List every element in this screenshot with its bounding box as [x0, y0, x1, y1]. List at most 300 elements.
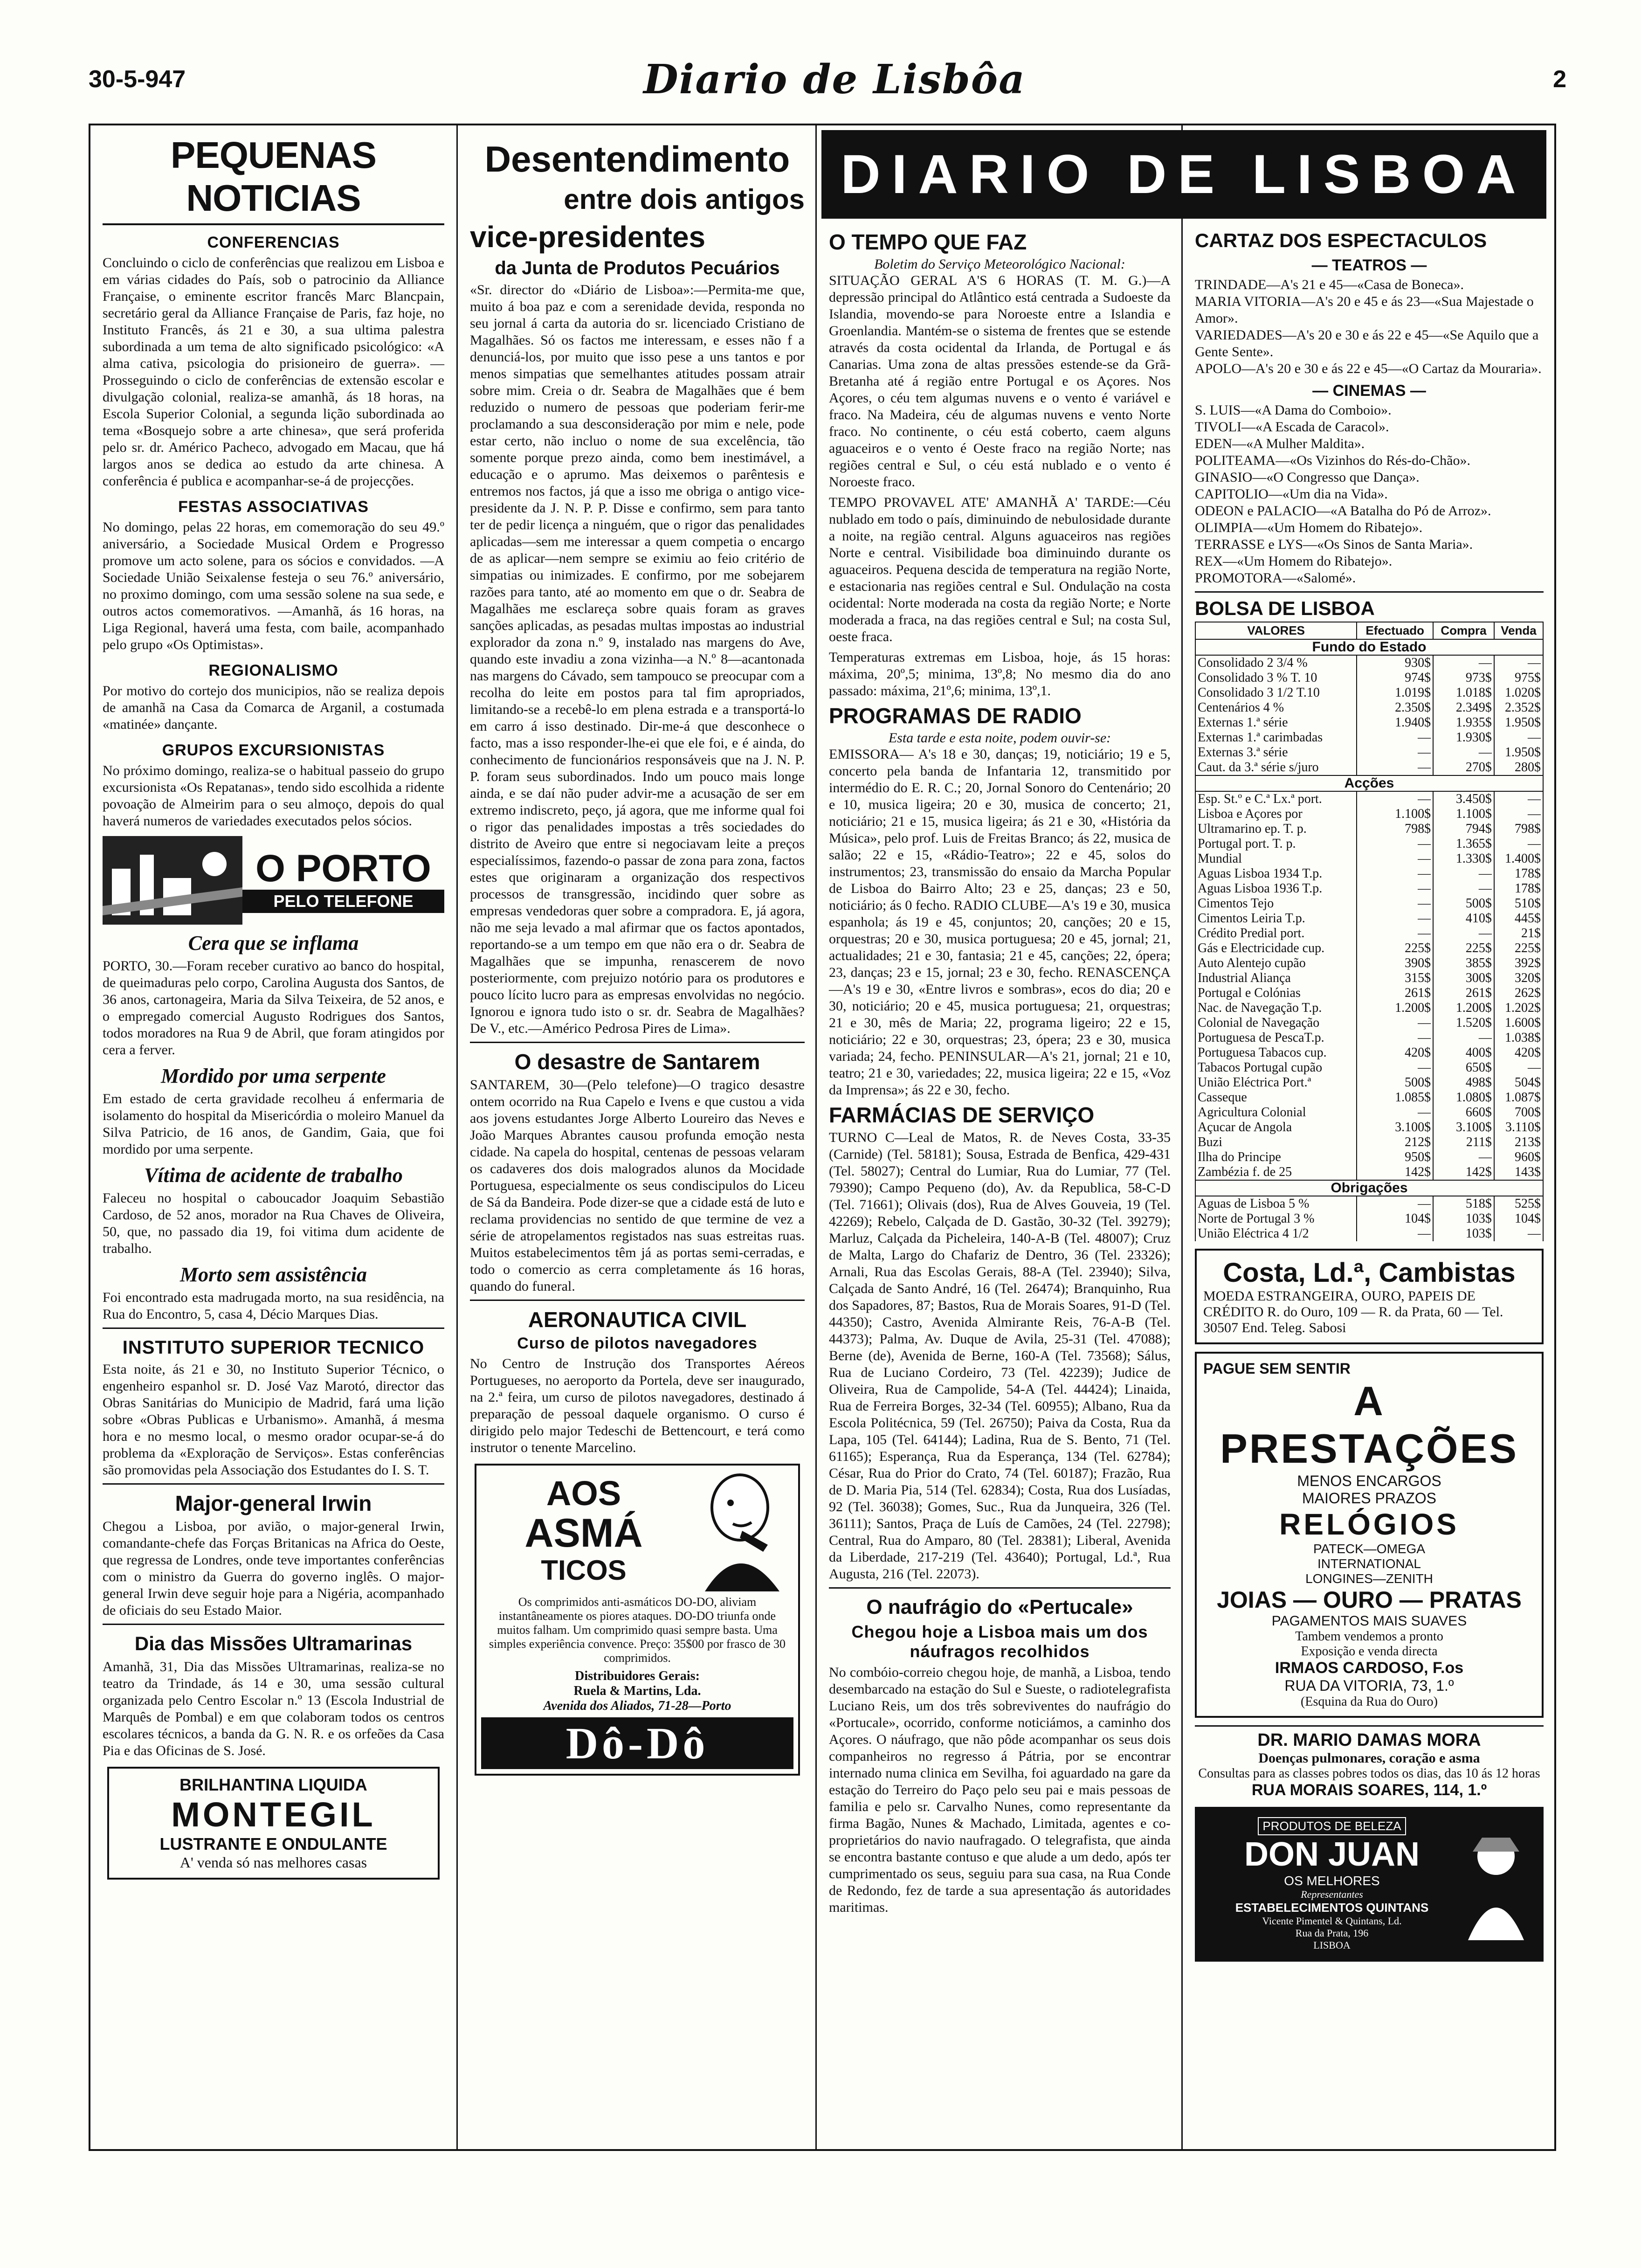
aeronautica-subtitle: Curso de pilotos navegadores	[517, 1335, 758, 1352]
festas-title: FESTAS ASSOCIATIVAS	[178, 498, 369, 516]
bolsa-cell-venda: 178$	[1494, 881, 1543, 896]
cinema-listing: POLITEAMA—«Os Vizinhos do Rés-do-Chão».	[1195, 453, 1470, 468]
bolsa-cell-efectuado: —	[1357, 911, 1433, 926]
bolsa-cell-valor: Tabacos Portugal cupão	[1195, 1060, 1357, 1075]
bolsa-row	[1195, 671, 1543, 685]
bolsa-row	[1195, 1016, 1543, 1030]
bolsa-cell-venda: 143$	[1494, 1165, 1543, 1180]
bolsa-row	[1195, 837, 1543, 851]
cinema-listing: TERRASSE e LYS—«Os Sinos de Santa Maria».	[1195, 537, 1473, 552]
dodo-asma: ASMÁ	[524, 1511, 643, 1556]
don-juan-figure-icon	[1459, 1828, 1533, 1940]
desentendimento-headline-1: Desentendimento	[484, 138, 790, 180]
bolsa-cell-valor: Portuguesa Tabacos cup.	[1195, 1045, 1357, 1060]
donjuan-vicente: Vicente Pimentel & Quintans, Ld.	[1262, 1915, 1402, 1927]
cinema-listing: ODEON e PALACIO—«A Batalha do Pó de Arroz».	[1195, 503, 1491, 519]
column-pequenas-noticias	[90, 125, 456, 2149]
dodo-ad	[475, 1464, 800, 1776]
divider	[829, 1587, 1171, 1589]
tempo-subtitle: Boletim do Serviço Meteorológico Nacional:	[874, 256, 1125, 272]
bolsa-cell-efectuado: —	[1357, 881, 1433, 896]
bolsa-row	[1195, 911, 1543, 926]
bolsa-cell-efectuado: 225$	[1357, 941, 1433, 956]
naufragio-subtitle: Chegou hoje a Lisboa mais um dos náufragos recolhidos	[851, 1622, 1148, 1661]
prest-brands-3: LONGINES—ZENITH	[1305, 1571, 1433, 1586]
bolsa-group-label: Fundo do Estado	[1195, 639, 1543, 655]
bolsa-cell-valor: Aguas Lisboa 1936 T.p.	[1195, 881, 1357, 896]
bolsa-row	[1195, 1165, 1543, 1180]
bolsa-cell-venda: —	[1494, 655, 1543, 671]
bolsa-row	[1195, 700, 1543, 715]
bolsa-cell-venda: —	[1494, 1060, 1543, 1075]
bolsa-cell-valor: Portugal port. T. p.	[1195, 837, 1357, 851]
bolsa-row	[1195, 941, 1543, 956]
bolsa-body	[1195, 639, 1543, 1241]
bolsa-row	[1195, 1075, 1543, 1090]
bolsa-cell-efectuado: 1.019$	[1357, 685, 1433, 700]
bolsa-cell-valor: Consolidado 3 1/2 T.10	[1195, 685, 1357, 700]
aeronautica-text: No Centro de Instrução dos Transportes Aéreos Portugueses, no aeroporto da Portela, deve ser inaugurado, na 2.ª feira, um curso de pilotos navegadores, destinado á preparação de pessoal daquele organismo. O curso é dirigido pelo major Tedeschi de Bettencourt, e terá como instrutor o tenente Marcelino.	[470, 1356, 805, 1455]
bolsa-cell-efectuado: 261$	[1357, 986, 1433, 1001]
divider	[103, 1328, 444, 1329]
bolsa-cell-compra: —	[1433, 655, 1494, 671]
irwin-text: Chegou a Lisboa, por avião, o major-general Irwin, comandante-chefe das Forças Britanicas na Africa do Oeste, que regressa de Londres, onde teve importantes conferências com o ministro da Guerra do governo inglês. O major-general Irwin deve seguir hoje para a Nigéria, acompanhado de oficiais do seu Estado Maior.	[103, 1519, 444, 1618]
bolsa-cell-venda: 3.110$	[1494, 1120, 1543, 1135]
instituto-title: INSTITUTO SUPERIOR TECNICO	[122, 1337, 425, 1358]
bolsa-cell-efectuado: —	[1357, 866, 1433, 881]
bolsa-cell-compra: —	[1433, 881, 1494, 896]
bolsa-cell-efectuado: —	[1357, 1226, 1433, 1241]
bolsa-cell-valor: Buzi	[1195, 1135, 1357, 1150]
farmacias-text: TURNO C—Leal de Matos, R. de Neves Costa, 33-35 (Carnide) (Tel. 58181); Sousa, Estrada de Benfica, 429-431 (Tel. 58027); Central do Lumiar, Rua do Lumiar, 77 (Tel. 79390); Campo Pequeno (do), Av. da Republica, 58-C-D (Tel. 71661); Olivais (dos), Rua de Alves Gouveia, 19 (Tel. 42269); Rebelo, Calçada de D. Gastão, 30-32 (Tel. 39279); Marluz, Calçada da Picheleira, 140-A-B (Tel. 48007); Cruz de Malta, Largo do Chafariz de Dentro, 36 (Tel. 23326); Arnali, Rua das Escolas Gerais, 88-A (Tel. 23940); Silva, Calçada de Santo André, 16 (Tel. 26474); Branquinho, Rua dos Sapadores, 87; Bastos, Rua de Morais Soares, 91-D (Tel. 44350); Castro, Avenida Almirante Reis, 76-A-B (Tel. 44373); Palma, Av. Duque de Avila, 25-31 (Tel. 47088); Berne (de), Avenida de Berne, 160-A (Tel. 73568); Sálus, Rua de Luciano Cordeiro, 73 (Tel. 42239); Judice de Oliveira, Rua de Campolide, 54-A (Tel. 44424); Linaida, Rua de Ferreira Borges, 32-34 (Tel. 60955); Albano, Rua da Escola Politécnica, 59 (Tel. 26750); Paiva da Costa, Rua da Lapa, 105 (Tel. 64144); Ladina, Rua de S. Bento, 71 (Tel. 61165); Esperança, Rua da Esperança, 134 (Tel. 62784); César, Rua do Prior do Crato, 74 (Tel. 60187); Frazão, Rua de D. Maria Pia, 514 (Tel. 62834); Costa, Rua dos Lusíadas, 92 (Tel. 36038); Gomes, Suc., Rua da Junqueira, 326 (Tel. 36111); Santos, Praça de Luís de Camões, 24 (Tel. 22798); Central, Rua do Amparo, 80 (Tel. 28381); Liberal, Avenida da Liberdade, 217-219 (Tel. 43640); Portugal, Ld.ª, Rua Augusta, 216 (Tel. 22073).	[829, 1130, 1171, 1582]
bolsa-cell-valor: Externas 1.ª série	[1195, 715, 1357, 730]
bolsa-row	[1195, 1105, 1543, 1120]
bolsa-cell-valor: Agricultura Colonial	[1195, 1105, 1357, 1120]
bolsa-cell-efectuado: —	[1357, 837, 1433, 851]
bolsa-cell-compra: 660$	[1433, 1105, 1494, 1120]
teatro-listing: VARIEDADES—A's 20 e 30 e ás 22 e 45—«Se Aquilo que a Gente Sente».	[1195, 327, 1539, 360]
bolsa-row	[1195, 956, 1543, 971]
prestacoes-ad	[1195, 1352, 1544, 1718]
bolsa-cell-compra: 1.520$	[1433, 1016, 1494, 1030]
missoes-text: Amanhã, 31, Dia das Missões Ultramarinas, realiza-se no teatro da Trindade, ás 14 e 30, uma sessão cultural organizada pelo Centro Escolar n.º 13 (Escola Industrial de Marquês de Pombal) e em que colaboram todos os centros escolares técnicos, a banda da G. N. R. e os orfeões da Casa Pia e das Oficinas de S. José.	[103, 1659, 444, 1758]
desentendimento-headline-4: da Junta de Produtos Pecuários	[495, 258, 780, 278]
bolsa-cell-venda: 104$	[1494, 1211, 1543, 1226]
bolsa-cell-valor: Aguas Lisboa 1934 T.p.	[1195, 866, 1357, 881]
donjuan-top: PRODUTOS DE BELEZA	[1258, 1817, 1406, 1835]
prest-esquina: (Esquina da Rua do Ouro)	[1301, 1694, 1438, 1709]
bolsa-cell-efectuado: 142$	[1357, 1165, 1433, 1180]
bolsa-cell-efectuado: —	[1357, 926, 1433, 941]
bolsa-cell-efectuado: 3.100$	[1357, 1120, 1433, 1135]
bolsa-cell-valor: Norte de Portugal 3 %	[1195, 1211, 1357, 1226]
column-cartaz-bolsa	[1181, 125, 1556, 2149]
bolsa-cell-venda: 504$	[1494, 1075, 1543, 1090]
bolsa-cell-compra: 1.935$	[1433, 715, 1494, 730]
prest-relogios: RELÓGIOS	[1279, 1507, 1459, 1541]
radio-title: PROGRAMAS DE RADIO	[829, 704, 1082, 728]
bolsa-cell-efectuado: 420$	[1357, 1045, 1433, 1060]
bolsa-cell-compra: 2.349$	[1433, 700, 1494, 715]
bolsa-cell-venda: 700$	[1494, 1105, 1543, 1120]
bolsa-cell-efectuado: —	[1357, 1105, 1433, 1120]
bolsa-row	[1195, 986, 1543, 1001]
bolsa-row	[1195, 807, 1543, 822]
prest-pagamentos: PAGAMENTOS MAIS SUAVES	[1271, 1613, 1467, 1629]
bolsa-row	[1195, 971, 1543, 986]
bolsa-row	[1195, 881, 1543, 896]
porto-telefone-logo	[103, 836, 444, 925]
bolsa-row	[1195, 685, 1543, 700]
bolsa-cell-venda: 510$	[1494, 896, 1543, 911]
bolsa-row	[1195, 1150, 1543, 1165]
bolsa-cell-valor: Gás e Electricidade cup.	[1195, 941, 1357, 956]
bolsa-cell-efectuado: 1.200$	[1357, 1001, 1433, 1016]
bolsa-cell-valor: Açucar de Angola	[1195, 1120, 1357, 1135]
prest-rua: RUA DA VITORIA, 73, 1.º	[1284, 1677, 1454, 1694]
cinema-listing: EDEN—«A Mulher Maldita».	[1195, 436, 1365, 451]
bolsa-row	[1195, 822, 1543, 837]
bolsa-cell-efectuado: 950$	[1357, 1150, 1433, 1165]
bolsa-row	[1195, 1030, 1543, 1045]
dodo-text: Os comprimidos anti-asmáticos DO-DO, aliviam instantâneamente os piores ataques. DO-DO triunfa onde muitos falham. Um comprimido quasi sempre basta. Uma simples experiência convence. Preço: 35$00 por frasco de 30 comprimidos.	[489, 1595, 786, 1665]
divider	[470, 1300, 805, 1301]
grupos-text: No próximo domingo, realiza-se o habitual passeio do grupo excursionista «Os Repatanas», tendo sido escolhida a ridente povoação de Almeirim para o seu almoço, depois do qual haverá numeros de variedades executados pelos sócios.	[103, 763, 444, 829]
bolsa-row	[1195, 1060, 1543, 1075]
bolsa-cell-compra: 103$	[1433, 1211, 1494, 1226]
regionalismo-title: REGIONALISMO	[208, 662, 338, 679]
bolsa-cell-compra: 270$	[1433, 760, 1494, 775]
bolsa-header-row	[1195, 622, 1543, 639]
tempo-title: O TEMPO QUE FAZ	[829, 230, 1027, 254]
vitima-text: Faleceu no hospital o caboucador Joaquim Sebastião Cardoso, de 52 anos, morador na Rua Chaves de Oliveira, 50, que, no passado dia 19, foi vitima dum acidente de trabalho.	[103, 1190, 444, 1256]
prest-encargos: MENOS ENCARGOS	[1297, 1473, 1441, 1489]
prest-top: PAGUE SEM SENTIR	[1203, 1360, 1351, 1377]
bolsa-cell-venda: 225$	[1494, 941, 1543, 956]
bolsa-cell-valor: Caut. da 3.ª série s/juro	[1195, 760, 1357, 775]
porto-city-icon	[103, 836, 242, 925]
montegil-line1: BRILHANTINA LIQUIDA	[179, 1775, 367, 1794]
bolsa-cell-compra: —	[1433, 1150, 1494, 1165]
pequenas-noticias-masthead: PEQUENAS NOTICIAS	[103, 134, 444, 225]
bolsa-cell-venda: 1.600$	[1494, 1016, 1543, 1030]
cinema-listing: PROMOTORA—«Salomé».	[1195, 570, 1356, 586]
bolsa-cell-compra: 300$	[1433, 971, 1494, 986]
bolsa-cell-venda: —	[1494, 837, 1543, 851]
bolsa-cell-venda: 960$	[1494, 1150, 1543, 1165]
bolsa-cell-valor: Industrial Aliança	[1195, 971, 1357, 986]
donjuan-sub: OS MELHORES	[1284, 1874, 1380, 1888]
bolsa-cell-venda: 262$	[1494, 986, 1543, 1001]
bolsa-cell-valor: Centenários 4 %	[1195, 700, 1357, 715]
bolsa-cell-compra: 973$	[1433, 671, 1494, 685]
bolsa-cell-efectuado: —	[1357, 851, 1433, 866]
bolsa-cell-venda: 1.087$	[1494, 1090, 1543, 1105]
costa-text: MOEDA ESTRANGEIRA, OURO, PAPEIS DE CRÉDITO R. do Ouro, 109 — R. da Prata, 60 — Tel. 30507 End. Teleg. Sabosi	[1203, 1288, 1503, 1335]
bolsa-cell-venda: 178$	[1494, 866, 1543, 881]
dodo-dist-addr: Avenida dos Aliados, 71-28—Porto	[543, 1699, 731, 1713]
bolsa-cell-valor: Zambézia f. de 25	[1195, 1165, 1357, 1180]
cera-text: PORTO, 30.—Foram receber curativo ao banco do hospital, de queimaduras pelo corpo, Carolina Augusta dos Santos, de 36 anos, cartonageira, Maria da Silva Teixeira, de 52 anos, e o empregado comercial Augusto Rodrigues dos Santos, todos moradores na Rua 9 de Abril, que foram atingidos por cera a ferver.	[103, 958, 444, 1058]
bolsa-cell-valor: Aguas de Lisboa 5 %	[1195, 1196, 1357, 1211]
bolsa-cell-efectuado: 1.940$	[1357, 715, 1433, 730]
radio-subtitle: Esta tarde e esta noite, podem ouvir-se:	[888, 730, 1111, 746]
bolsa-cell-venda: —	[1494, 807, 1543, 822]
porto-logo-main: O PORTO	[255, 847, 431, 890]
column-desentendimento	[456, 125, 817, 2149]
santarem-text: SANTAREM, 30—(Pelo telefone)—O tragico desastre ontem ocorrido na Rua Capelo e Ivens e que custou a vida aos jovens estudantes Jorge Alberto Loureiro das Neves e João Marques Abrantes causou profunda emoção nesta cidade. Na capela do hospital, centenas de pessoas velaram os cadaveres dos dois malogrados alunos da Mocidade Portuguesa, especialmente os seus condiscipulos do Liceu de Sá da Bandeira. Pode dizer-se que a cidade está de luto e reclama providencias no sentido de que termine de vez a série de atropelamentos registados nas suas estreitas ruas. Muitos estabelecimentos têm já as portas semi-cerradas, e todo o comercio as cerra completamente ás 16 horas, quando do funeral.	[470, 1077, 805, 1294]
bolsa-cell-valor: Crédito Predial port.	[1195, 926, 1357, 941]
prest-items: JOIAS — OURO — PRATAS	[1217, 1587, 1522, 1613]
bolsa-cell-valor: Externas 1.ª carimbadas	[1195, 730, 1357, 745]
bolsa-cell-compra: 261$	[1433, 986, 1494, 1001]
donjuan-brand: DON JUAN	[1244, 1836, 1420, 1873]
bolsa-cell-valor: Nac. de Navegação T.p.	[1195, 1001, 1357, 1016]
bolsa-cell-efectuado: —	[1357, 745, 1433, 760]
bolsa-group-label: Acções	[1195, 775, 1543, 791]
vitima-title: Vítima de acidente de trabalho	[144, 1164, 403, 1187]
porto-logo-sub: PELO TELEFONE	[242, 890, 444, 913]
naufragio-text: No combóio-correio chegou hoje, de manhã, a Lisboa, tendo desembarcado na estação do Sul e Sueste, o radiotelegrafista Luciano Reis, um dos três sobreviventes do naufrágio do «Portucale», ocorrido, conforme noticiámos, a caminho dos Açores. O náufrago, que não pôde acompanhar os seus dois companheiros no regresso á Pátria, por se encontrar internado numa clinica em Sevilha, foi aguardado na gare da estação do Terreiro do Paço pelo seu pai e mais pessoas de familia e pelo sr. Carvalho Nunes, como representante da firma Bagão, Nunes & Machado, Limitada, agentes e co-proprietários do navio naufragado. O telegrafista, que ainda se encontra bastante contuso e que alude a um dedo, após ter cumprimentado os seus, seguiu para sua casa, na Rua Conde de Redondo, fez de tarde a sua apresentação ás autoridades maritimas.	[829, 1665, 1171, 1915]
page-header	[89, 56, 1566, 112]
bolsa-cell-compra: 1.330$	[1433, 851, 1494, 866]
mora-ad	[1195, 1725, 1544, 1799]
bolsa-cell-compra: 1.200$	[1433, 1001, 1494, 1016]
cinema-listing: TIVOLI—«A Escada de Caracol».	[1195, 419, 1389, 435]
bolsa-cell-compra: 3.100$	[1433, 1120, 1494, 1135]
bolsa-row	[1195, 1135, 1543, 1150]
asthmatic-man-icon	[686, 1470, 793, 1591]
bolsa-cell-compra: 103$	[1433, 1226, 1494, 1241]
irwin-title: Major-general Irwin	[175, 1491, 372, 1515]
conferencias-text: Concluindo o ciclo de conferências que realizou em Lisboa e em várias cidades do País, sob o patrocinio da Alliance Française, o eminente escritor francês Marc Blancpain, secretário geral da Alliance Française de Paris, faz hoje, no Instituto Francês, ás 21 e 30, a sua ultima palestra subordinada a um tema de alto significado psicológico: «A alma cativa, psicologia do prisioneiro de guerra». —Prosseguindo o ciclo de conferências de extensão escolar e divulgação colonial, realiza-se amanhã, ás 18 horas, na Escola Superior Colonial, a segunda lição subordinada ao tema «Bosquejo sobre a arte chinesa», que será proferida pelo sr. dr. Américo Pacheco, advogado em Macau, que há largos anos se dedica ao estudo da arte chinesa. A conferência é publica e acompanhar-se-á de projecções.	[103, 255, 444, 489]
bolsa-cell-compra: 1.080$	[1433, 1090, 1494, 1105]
bolsa-row	[1195, 1001, 1543, 1016]
dodo-dist-name: Ruela & Martins, Lda.	[573, 1684, 701, 1698]
cartaz-title: CARTAZ DOS ESPECTACULOS	[1195, 229, 1487, 251]
bolsa-row	[1195, 791, 1543, 807]
tempo-text: SITUAÇÃO GERAL A'S 6 HORAS (T. M. G.)—A depressão principal do Atlântico está centrada a Sudoeste da Islandia, movendo-se para Noroeste entre a Islandia e Groenlandia. Mantém-se o sistema de frentes que se estende através da costa ocidental da Irlanda, de Portugal e ás Canarias. Uma zona de altas pressões estende-se da Grã-Bretanha até á região entre Portugal e os Açores. Nos Açores, o céu tem algumas nuvens e o vento é variável e fraco. Na Madeira, céu de algumas nuvens e vento Norte fraco. No continente, o céu está coberto, caem alguns aguaceiros e o vento é Oeste fraco na região Norte; nas regiões central e Sul, o céu está nublado e o vento é Noroeste fraco.	[829, 273, 1171, 490]
missoes-title: Dia das Missões Ultramarinas	[134, 1632, 413, 1654]
montegil-line2: LUSTRANTE E ONDULANTE	[159, 1834, 387, 1853]
bolsa-cell-venda: 392$	[1494, 956, 1543, 971]
bolsa-cell-valor: Cimentos Leiria T.p.	[1195, 911, 1357, 926]
bolsa-cell-valor: Mundial	[1195, 851, 1357, 866]
bolsa-cell-venda: 420$	[1494, 1045, 1543, 1060]
bolsa-cell-valor: Portuguesa de PescaT.p.	[1195, 1030, 1357, 1045]
bolsa-cell-efectuado: —	[1357, 760, 1433, 775]
bolsa-row	[1195, 1196, 1543, 1211]
festas-text: No domingo, pelas 22 horas, em comemoração do seu 49.º aniversário, a Sociedade Musical Ordem e Progresso promove um acto solene, para os sócios e convidados. —A Sociedade União Seixalense festeja o seu 76.º aniversário, no proximo domingo, com uma sessão solene na sua sede, e outros actos comemorativos. —Amanhã, ás 16 horas, na Liga Regional, haverá uma festa, com baile, acompanhado pelo grupo «Os Optimistas».	[103, 519, 444, 652]
bolsa-cell-efectuado: —	[1357, 791, 1433, 807]
tempo-provavel: TEMPO PROVAVEL ATE' AMANHÃ A' TARDE:—Céu nublado em todo o país, diminuindo de nebulosidade durante a noite, na região central. Alguns aguaceiros nas regiões Norte e central. Visibilidade boa diminuindo durante os aguaceiros. Pequena descida de temperatura na região Norte, e estacionaria nas regiões central e Sul. Ondulação na costa ocidental: Norte moderada na costa da região Norte; e Norte moderada a fraca, na das regiões central e Sul; na costa Sul, oeste fraca.	[829, 495, 1171, 644]
bolsa-cell-compra: 1.365$	[1433, 837, 1494, 851]
regionalismo-text: Por motivo do cortejo dos municipios, não se realiza depois de amanhã na Casa da Comarca de Arganil, a costumada «matinée» dançante.	[103, 683, 444, 732]
costa-title: Costa, Ld.ª, Cambistas	[1223, 1258, 1516, 1288]
bolsa-row	[1195, 896, 1543, 911]
bolsa-row	[1195, 655, 1543, 671]
bolsa-cell-venda: 525$	[1494, 1196, 1543, 1211]
dodo-ticos: TICOS	[541, 1555, 627, 1586]
bolsa-table	[1195, 622, 1544, 1241]
prest-exposicao: Exposição e venda directa	[1301, 1644, 1438, 1659]
prest-big: A PRESTAÇÕES	[1220, 1378, 1518, 1472]
prest-brands-2: INTERNATIONAL	[1317, 1556, 1421, 1571]
cinema-listing: CAPITOLIO—«Um dia na Vida».	[1195, 486, 1388, 502]
bolsa-col-valores: VALORES	[1195, 622, 1357, 639]
bolsa-row	[1195, 926, 1543, 941]
bolsa-group-row	[1195, 639, 1543, 655]
bolsa-row	[1195, 1211, 1543, 1226]
bolsa-cell-compra: 794$	[1433, 822, 1494, 837]
bolsa-title: BOLSA DE LISBOA	[1195, 597, 1375, 619]
mora-specialty: Doenças pulmonares, coração e asma	[1258, 1750, 1480, 1766]
bolsa-cell-compra: 225$	[1433, 941, 1494, 956]
donjuan-estab: ESTABELECIMENTOS QUINTANS	[1235, 1901, 1429, 1915]
bolsa-row	[1195, 715, 1543, 730]
bolsa-cell-venda: 320$	[1494, 971, 1543, 986]
bolsa-cell-compra: —	[1433, 1030, 1494, 1045]
prest-prazos: MAIORES PRAZOS	[1302, 1490, 1437, 1507]
bolsa-cell-efectuado: —	[1357, 1196, 1433, 1211]
bolsa-cell-compra: 142$	[1433, 1165, 1494, 1180]
bolsa-cell-valor: União Eléctrica 4 1/2	[1195, 1226, 1357, 1241]
santarem-title: O desastre de Santarem	[514, 1050, 760, 1074]
teatros-list	[1195, 277, 1544, 377]
bolsa-cell-venda: 213$	[1494, 1135, 1543, 1150]
divider	[1195, 591, 1544, 593]
bolsa-row	[1195, 760, 1543, 775]
bolsa-cell-venda: 798$	[1494, 822, 1543, 837]
bolsa-col-efectuado: Efectuado	[1357, 622, 1433, 639]
bolsa-cell-compra: —	[1433, 745, 1494, 760]
issue-date: 30-5-947	[89, 66, 186, 93]
bolsa-cell-venda: 1.950$	[1494, 715, 1543, 730]
bolsa-cell-efectuado: 1.085$	[1357, 1090, 1433, 1105]
cinema-listing: REX—«Um Homem do Ribatejo».	[1195, 553, 1393, 569]
bolsa-row	[1195, 1090, 1543, 1105]
bolsa-cell-valor: Ultramarino ep. T. p.	[1195, 822, 1357, 837]
bolsa-cell-valor: Externas 3.ª série	[1195, 745, 1357, 760]
divider	[103, 1624, 444, 1625]
cinema-listing: S. LUIS—«A Dama do Comboio».	[1195, 402, 1392, 418]
bolsa-row	[1195, 730, 1543, 745]
prest-brands-1: PATECK—OMEGA	[1313, 1542, 1426, 1556]
bolsa-cell-venda: 1.400$	[1494, 851, 1543, 866]
mora-hours: Consultas para as classes pobres todos os dias, das 10 ás 12 horas	[1198, 1766, 1540, 1781]
bolsa-col-venda: Venda	[1494, 622, 1543, 639]
bolsa-cell-compra: 400$	[1433, 1045, 1494, 1060]
bolsa-cell-efectuado: —	[1357, 1016, 1433, 1030]
bolsa-cell-valor: Ilha do Principe	[1195, 1150, 1357, 1165]
bolsa-cell-venda: 1.038$	[1494, 1030, 1543, 1045]
bolsa-cell-valor: Portugal e Colónias	[1195, 986, 1357, 1001]
bolsa-row	[1195, 1120, 1543, 1135]
montegil-ad	[107, 1767, 440, 1880]
bolsa-cell-compra: 650$	[1433, 1060, 1494, 1075]
bolsa-row	[1195, 1226, 1543, 1241]
conferencias-title: CONFERENCIAS	[207, 234, 340, 251]
bolsa-cell-venda: —	[1494, 791, 1543, 807]
bolsa-cell-valor: Lisboa e Açores por	[1195, 807, 1357, 822]
bolsa-cell-venda: —	[1494, 1226, 1543, 1241]
bolsa-cell-efectuado: 390$	[1357, 956, 1433, 971]
bolsa-cell-efectuado: 798$	[1357, 822, 1433, 837]
naufragio-title: O naufrágio do «Pertucale»	[866, 1596, 1133, 1618]
bolsa-row	[1195, 851, 1543, 866]
teatro-listing: TRINDADE—A's 21 e 45—«Casa de Boneca».	[1195, 277, 1464, 292]
desentendimento-headline-2: entre dois antigos	[564, 184, 805, 215]
donjuan-city: LISBOA	[1313, 1939, 1351, 1951]
bolsa-group-row	[1195, 1180, 1543, 1196]
radio-text: EMISSORA— A's 18 e 30, danças; 19, noticiário; 19 e 5, concerto pela banda de Infantaria 12, transmitido por intermédio do E. R. C.; 20, Jornal Sonoro do Centenário; 20 e 10, musica ligeira; 20 e 30, musica de concerto; 21, noticiário; 21 e 15, musica ligeira; ás 21 e 30, «História da Música», pelo prof. Luis de Freitas Branco; ás 22, musica de salão; 22 e 15, «Rádio-Teatro»; 22 e 45, solos do instrumentos; 23, transmissão do ensaio da Marcha Popular de Lisboa do Bairro Alto; 23 e 25, danças; 23 e 50, noticiário; ás 0 fecho. RADIO CLUBE—A's 19 e 30, musica espanhola; ás 19 e 45, conjuntos; 20, canções; 20 e 15, orquestras; 20 e 30, musica portuguesa; 20 e 45, jornal; 21, actualidades; 21 e 30, fantasia; 21 e 45, canções; 22, ópera; 23, danças; 23 e 15, jornal; 23 e 30, fecho. RENASCENÇA—A's 19 e 30, «Entre livros e sombras», ecos do dia; 20 e 30, noticiário; 20 e 45, musica portuguesa; 21, orquestras; 21 e 30, mês de Maria; 22, programa ligeiro; 22 e 15, noticiário; 22 e 30, orquestras; 23, ópera; 23 e 30, musica variada; 24, fecho. PENINSULAR—A's 21, jornal; 21 e 10, teatro; 21 e 30, variedades; 22, musica ligeira; 22 e 15, «Voz da Imprensa»; ás 22 e 30, fecho.	[829, 747, 1171, 1098]
bolsa-cell-venda: 21$	[1494, 926, 1543, 941]
donjuan-rep: Representantes	[1301, 1888, 1363, 1900]
bolsa-group-label: Obrigações	[1195, 1180, 1543, 1196]
bolsa-cell-venda: 1.020$	[1494, 685, 1543, 700]
bolsa-cell-efectuado: 1.100$	[1357, 807, 1433, 822]
bolsa-cell-compra: 3.450$	[1433, 791, 1494, 807]
bolsa-cell-efectuado: 315$	[1357, 971, 1433, 986]
dodo-aos: AOS	[546, 1474, 621, 1513]
bolsa-cell-compra: 1.018$	[1433, 685, 1494, 700]
mordido-title: Mordido por uma serpente	[161, 1065, 386, 1087]
divider	[470, 1042, 805, 1043]
bolsa-cell-efectuado: 500$	[1357, 1075, 1433, 1090]
bolsa-cell-venda: 1.202$	[1494, 1001, 1543, 1016]
bolsa-cell-compra: 500$	[1433, 896, 1494, 911]
bolsa-cell-efectuado: —	[1357, 1060, 1433, 1075]
bolsa-row	[1195, 745, 1543, 760]
prest-pronto: Tambem vendemos a pronto	[1295, 1629, 1443, 1644]
bolsa-cell-valor: União Eléctrica Port.ª	[1195, 1075, 1357, 1090]
bolsa-cell-compra: 385$	[1433, 956, 1494, 971]
bolsa-cell-compra: 211$	[1433, 1135, 1494, 1150]
bolsa-cell-compra: 518$	[1433, 1196, 1494, 1211]
bolsa-cell-efectuado: —	[1357, 896, 1433, 911]
bolsa-cell-efectuado: —	[1357, 730, 1433, 745]
donjuan-addr: Rua da Prata, 196	[1295, 1927, 1369, 1939]
bolsa-cell-efectuado: 930$	[1357, 655, 1433, 671]
cinemas-list	[1195, 402, 1544, 587]
teatro-listing: MARIA VITORIA—A's 20 e 45 e ás 23—«Sua Majestade o Amor».	[1195, 294, 1534, 326]
grupos-title: GRUPOS EXCURSIONISTAS	[162, 741, 385, 759]
bolsa-cell-venda: 280$	[1494, 760, 1543, 775]
bolsa-cell-valor: Auto Alentejo cupão	[1195, 956, 1357, 971]
bolsa-cell-valor: Esp. St.º e C.ª Lx.ª port.	[1195, 791, 1357, 807]
bolsa-cell-venda: 975$	[1494, 671, 1543, 685]
bolsa-cell-efectuado: 974$	[1357, 671, 1433, 685]
morto-title: Morto sem assistência	[180, 1263, 367, 1286]
instituto-text: Esta noite, ás 21 e 30, no Instituto Superior Técnico, o engenheiro espanhol sr. D. José Vaz Marotó, director das Obras Sanitárias do Municipio de Madrid, fará uma lição sobre «Obras Publicas e Urbanismo». Amanhã, á mesma hora e no mesmo local, o mesmo orador ocupar-se-á do problema da «Exploração de Serviços». Estas conferências são promovidas pela Associação dos Estudantes do I. S. T.	[103, 1362, 444, 1478]
bolsa-cell-venda: 1.950$	[1494, 745, 1543, 760]
bolsa-cell-efectuado: 212$	[1357, 1135, 1433, 1150]
bolsa-row	[1195, 1045, 1543, 1060]
bolsa-cell-compra: 498$	[1433, 1075, 1494, 1090]
cinema-listing: GINASIO—«O Congresso que Dança».	[1195, 470, 1420, 485]
montegil-brand: MONTEGIL	[171, 1795, 376, 1834]
mordido-text: Em estado de certa gravidade recolheu á enfermaria de isolamento do hospital da Misericórdia o moleiro Manuel da Silva Patricio, de 16 anos, de Gandim, Gaia, que foi mordido por uma serpente.	[103, 1091, 444, 1157]
newspaper-title: Diario de Lisbôa	[643, 56, 1026, 103]
bolsa-cell-valor: Consolidado 2 3/4 %	[1195, 655, 1357, 671]
bolsa-cell-efectuado: —	[1357, 1030, 1433, 1045]
tempo-temperaturas: Temperaturas extremas em Lisboa, hoje, ás 15 horas: máxima, 20º,5; minima, 13º,8; No mesmo dia do ano passado: máxima, 21º,6; minima, 13º,1.	[829, 650, 1171, 698]
page-number: 2	[1553, 66, 1566, 93]
mora-name: DR. MARIO DAMAS MORA	[1257, 1730, 1481, 1750]
newspaper-page	[89, 124, 1556, 2151]
bolsa-row	[1195, 866, 1543, 881]
bolsa-col-compra: Compra	[1433, 622, 1494, 639]
